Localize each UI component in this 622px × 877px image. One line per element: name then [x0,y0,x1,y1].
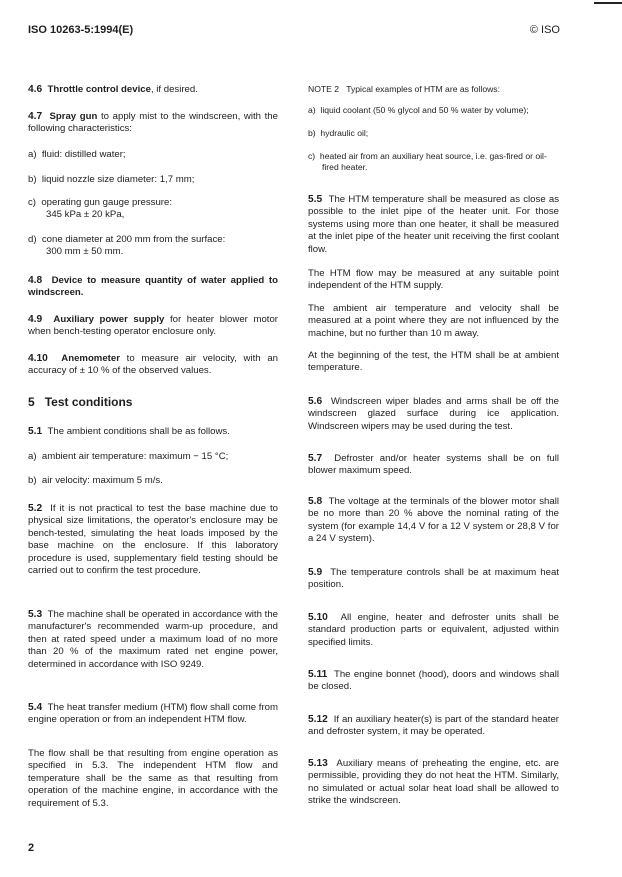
clause-5-7: 5.7 Defroster and/or heater systems shall be on full blower maximum speed. [308,453,559,477]
clause-5-6: 5.6 Windscreen wiper blades and arms shall be off the windscreen glazed surface during ice application. Windscreen wipers may be used during the test. [308,396,559,432]
clause-5-8: 5.8 The voltage at the terminals of the blower motor shall be no more than 20 % above the nominal rating of the system (for example 14,4 V for a 12 V system or 28,8 V for a 24 V system). [308,496,559,545]
section-5-heading: 5 Test conditions [28,395,133,409]
note-2: NOTE 2 Typical examples of HTM are as follows: [308,84,500,94]
clause-5-1-item-a: a) ambient air temperature: maximum − 15 °C; [28,451,229,462]
clause-5-5: 5.5 The HTM temperature shall be measured as close as possible to the inlet pipe of the heater unit. For those systems using more than one heater, it shall be measured at the inlet pipe of the heater unit receiving the first coolant flow. [308,194,559,255]
clause-5-5-paragraph-3: The ambient air temperature and velocity shall be measured at a point where they are not influenced by the machine, but no further than 10 m away. [308,303,559,339]
clause-5-12: 5.12 If an auxiliary heater(s) is part of the standard heater and defroster system, it may be operated. [308,714,559,738]
clause-4-8: 4.8 Device to measure quantity of water applied to windscreen. [28,275,278,299]
clause-5-13: 5.13 Auxiliary means of preheating the engine, etc. are permissible, providing they do not heat the HTM. Similarly, no simulated or actual solar heat load shall be allowed to strike the windscreen. [308,758,559,807]
clause-5-1-item-b: b) air velocity: maximum 5 m/s. [28,475,163,486]
clause-4-9: 4.9 Auxiliary power supply for heater blower motor when bench-testing operator enclosure only. [28,314,278,338]
clause-4-7: 4.7 Spray gun to apply mist to the windscreen, with the following characteristics: [28,111,278,135]
clause-4-10: 4.10 Anemometer to measure air velocity, with an accuracy of ± 10 % of the observed values. [28,353,278,377]
clause-5-5-paragraph-4: At the beginning of the test, the HTM shall be at ambient temperature. [308,350,559,374]
top-corner-rule [594,2,622,4]
clause-5-5-paragraph-2: The HTM flow may be measured at any suitable point independent of the HTM supply. [308,268,559,292]
clause-5-3: 5.3 The machine shall be operated in accordance with the manufacturer's recommended warm-up procedure, and then at rated speed under a maximum load of no more than 20 % of the maximum rated net engine power, determined in accordance with ISO 9249. [28,609,278,670]
clause-5-10: 5.10 All engine, heater and defroster units shall be standard production parts or equivalent, adjusted within specified limits. [308,612,559,648]
note-2-item-a: a) liquid coolant (50 % glycol and 50 % water by volume); [308,105,529,115]
standard-id-header: ISO 10263-5:1994(E) [28,24,134,36]
clause-5-4-paragraph: The flow shall be that resulting from engine operation as specified in 5.3. The independent HTM flow and temperature shall be the same as that resulting from operation of the machine engine, in accordance with the requirement of 5.3. [28,748,278,809]
note-2-item-c: c) heated air from an auxiliary heat source, i.e. gas-fired or oil-fired heater. [308,151,547,173]
clause-4-7-item-d: d) cone diameter at 200 mm from the surface: 300 mm ± 50 mm. [28,234,226,258]
note-2-item-b: b) hydraulic oil; [308,128,369,138]
clause-4-7-item-a: a) fluid: distilled water; [28,149,126,160]
page-number: 2 [28,842,35,854]
clause-4-7-item-b: b) liquid nozzle size diameter: 1,7 mm; [28,174,195,185]
clause-5-11: 5.11 The engine bonnet (hood), doors and windows shall be closed. [308,669,559,693]
clause-4-6: 4.6 Throttle control device, if desired. [28,84,198,95]
copyright-header: © ISO [529,24,560,36]
clause-4-7-item-c: c) operating gun gauge pressure: 345 kPa ± 20 kPa, [28,197,172,221]
clause-5-4: 5.4 The heat transfer medium (HTM) flow shall come from engine operation or from an independent HTM flow. [28,702,278,726]
clause-5-2: 5.2 If it is not practical to test the base machine due to physical size limitations, the operator's enclosure may be bench-tested, simulating the heat loads imposed by the base machine on the enclosure. If this laboratory procedure is used, supplementary field testing should be carried out to confirm the test procedure. [28,503,278,577]
clause-5-1: 5.1 The ambient conditions shall be as follows. [28,426,230,437]
clause-5-9: 5.9 The temperature controls shall be at maximum heat position. [308,567,559,591]
